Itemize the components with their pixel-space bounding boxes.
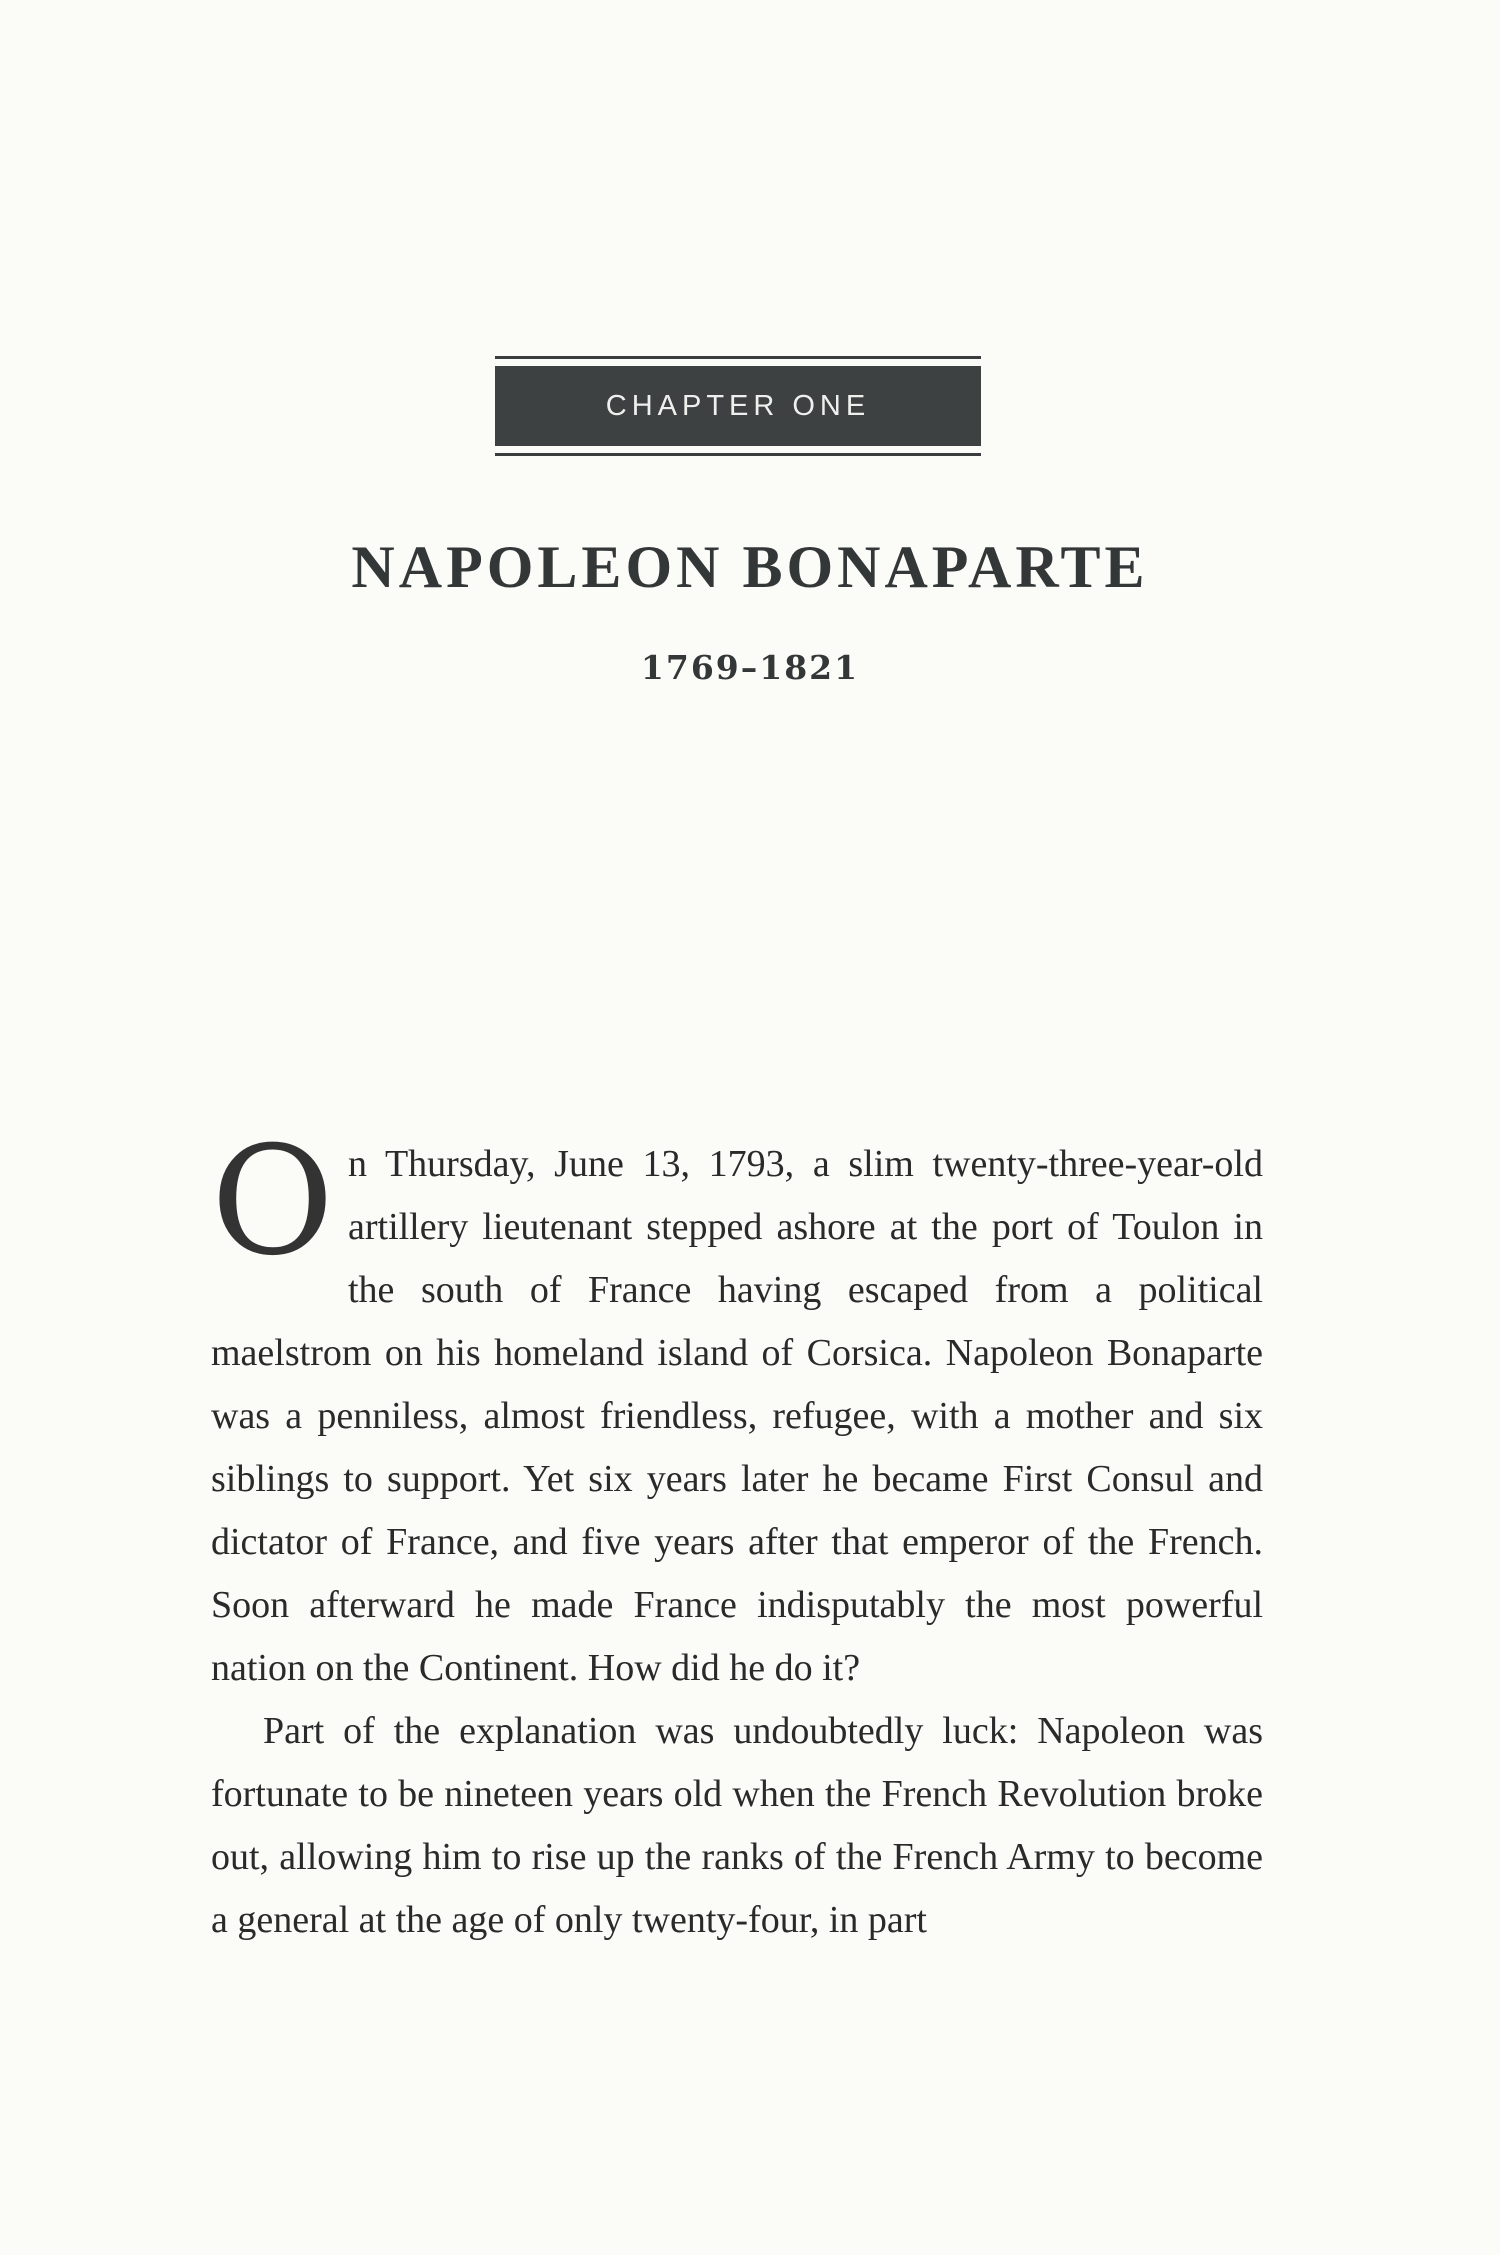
paragraph-first-text: n Thursday, June 13, 1793, a slim twenty-three-year-old artillery lieutenant stepped ashore at the port of Toulon in the south of France having escaped from a political maelstrom on his homeland island of Corsica. Napoleon Bonaparte was a penniless, almost friendless, refugee, with a mother and six siblings to support. Yet six years later he became First Consul and dictator of France, and five years after that emperor of the French. Soon afterward he made France indisputably the most powerful nation on the Continent. How did he do it? [211,1143,1263,1689]
chapter-title: NAPOLEON BONAPARTE [351,534,1149,600]
drop-cap: O [211,1115,334,1289]
chapter-label: CHAPTER ONE [495,366,981,446]
body-text [211,1115,1263,1952]
chapter-dates: 1769–1821 [640,648,860,687]
paragraph-first [211,1115,1263,1700]
chapter-label-box [495,356,981,456]
paragraph-second: Part of the explanation was undoubtedly luck: Napoleon was fortunate to be nineteen years old when the French Revolution broke out, allowing him to rise up the ranks of the French Army to become a general at the age of only twenty-four, in part [211,1710,1263,1941]
